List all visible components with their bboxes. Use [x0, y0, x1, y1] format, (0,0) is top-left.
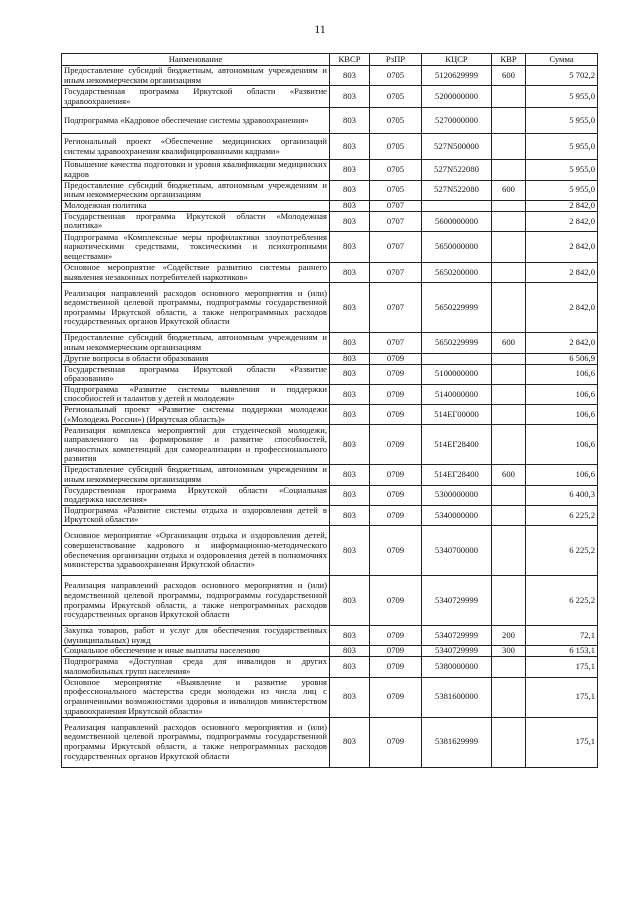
row-kcsr: 5300000000: [422, 485, 492, 505]
row-kvr: [492, 677, 526, 717]
row-sum: 106,6: [526, 405, 598, 425]
row-kcsr: [422, 353, 492, 364]
row-rzpr: 0705: [370, 108, 422, 134]
row-kvr: [492, 364, 526, 384]
row-kvr: [492, 717, 526, 767]
row-name: Государственная программа Иркутской области «Молодежная политика»: [62, 211, 330, 231]
row-kvr: [492, 211, 526, 231]
row-rzpr: 0709: [370, 425, 422, 465]
row-kvr: [492, 353, 526, 364]
row-rzpr: 0709: [370, 353, 422, 364]
row-kvsr: 803: [330, 626, 370, 646]
header-rzpr: РзПР: [370, 54, 422, 66]
row-name: Реализация направлений расходов основного мероприятия и (или) ведомственной целевой программы, подпрограммы государственной программы Иркутской области, а также непрограммных расходов государственных органов Иркутской области: [62, 717, 330, 767]
row-name: Реализация направлений расходов основного мероприятия и (или) ведомственной целевой программы, подпрограммы государственной программы Иркутской области, а также непрограммных расходов государственных органов Иркутской области: [62, 283, 330, 333]
row-sum: 2 842,0: [526, 263, 598, 283]
row-rzpr: 0709: [370, 646, 422, 657]
row-kcsr: 5650000000: [422, 232, 492, 263]
table-row: [62, 263, 598, 283]
row-kcsr: 5140000000: [422, 384, 492, 404]
row-kvr: [492, 425, 526, 465]
row-rzpr: 0707: [370, 263, 422, 283]
row-kvr: [492, 200, 526, 211]
row-rzpr: 0709: [370, 576, 422, 626]
row-sum: 5 955,0: [526, 160, 598, 180]
row-kcsr: 5270000000: [422, 108, 492, 134]
row-rzpr: 0705: [370, 160, 422, 180]
row-kvsr: 803: [330, 425, 370, 465]
row-name: Подпрограмма «Кадровое обеспечение системы здравоохранения»: [62, 108, 330, 134]
row-kvr: [492, 505, 526, 525]
row-kvr: 600: [492, 66, 526, 86]
row-kvsr: 803: [330, 576, 370, 626]
row-kcsr: 5100000000: [422, 364, 492, 384]
row-name: Подпрограмма «Комплексные меры профилактики злоупотребления наркотическими средствами, токсическими и психотропными веществами»: [62, 232, 330, 263]
table-row: [62, 232, 598, 263]
row-kcsr: 5381600000: [422, 677, 492, 717]
table-row: [62, 86, 598, 108]
row-kvr: 200: [492, 626, 526, 646]
row-rzpr: 0709: [370, 384, 422, 404]
row-sum: 2 842,0: [526, 333, 598, 353]
row-sum: 175,1: [526, 717, 598, 767]
row-name: Региональный проект «Обеспечение медицинских организаций системы здравоохранения квалифицированными кадрами»: [62, 134, 330, 160]
row-rzpr: 0709: [370, 364, 422, 384]
table-row: [62, 180, 598, 200]
row-kvsr: 803: [330, 200, 370, 211]
row-kvr: 600: [492, 180, 526, 200]
row-kvr: [492, 657, 526, 677]
row-name: Предоставление субсидий бюджетным, автономным учреждениям и иным некоммерческим организациям: [62, 180, 330, 200]
row-rzpr: 0707: [370, 283, 422, 333]
row-rzpr: 0705: [370, 134, 422, 160]
row-sum: 2 842,0: [526, 232, 598, 263]
row-kvr: [492, 232, 526, 263]
row-kvr: 600: [492, 333, 526, 353]
row-sum: 72,1: [526, 626, 598, 646]
row-kvr: [492, 405, 526, 425]
row-sum: 106,6: [526, 384, 598, 404]
table-row: [62, 353, 598, 364]
table-row: [62, 283, 598, 333]
row-kvsr: 803: [330, 465, 370, 485]
row-name: Закупка товаров, работ и услуг для обеспечения государственных (муниципальных) нужд: [62, 626, 330, 646]
row-rzpr: 0705: [370, 86, 422, 108]
row-name: Предоставление субсидий бюджетным, автономным учреждениям и иным некоммерческим организациям: [62, 66, 330, 86]
row-sum: 2 842,0: [526, 283, 598, 333]
row-kvsr: 803: [330, 86, 370, 108]
row-rzpr: 0707: [370, 333, 422, 353]
row-kcsr: 527N522080: [422, 160, 492, 180]
row-rzpr: 0705: [370, 180, 422, 200]
table-row: [62, 384, 598, 404]
table-row: [62, 626, 598, 646]
row-kvsr: 803: [330, 134, 370, 160]
row-kvr: [492, 108, 526, 134]
row-sum: 2 842,0: [526, 211, 598, 231]
row-kvsr: 803: [330, 526, 370, 576]
row-kcsr: 5340700000: [422, 526, 492, 576]
row-sum: 6 225,2: [526, 505, 598, 525]
table-row: [62, 160, 598, 180]
table-row: [62, 717, 598, 767]
row-kcsr: 5340729999: [422, 646, 492, 657]
row-kvsr: 803: [330, 108, 370, 134]
row-sum: 106,6: [526, 465, 598, 485]
table-row: [62, 405, 598, 425]
row-kcsr: 527N500000: [422, 134, 492, 160]
row-kcsr: 5381629999: [422, 717, 492, 767]
row-sum: 175,1: [526, 657, 598, 677]
row-kvr: [492, 283, 526, 333]
table-row: [62, 108, 598, 134]
table-row: [62, 364, 598, 384]
row-kvr: [492, 576, 526, 626]
row-name: Повышение качества подготовки и уровня квалификации медицинских кадров: [62, 160, 330, 180]
table-row: [62, 200, 598, 211]
row-name: Основное мероприятие «Содействие развитию системы раннего выявления незаконных потребителей наркотиков»: [62, 263, 330, 283]
table-row: [62, 576, 598, 626]
row-sum: 6 506,9: [526, 353, 598, 364]
row-kvr: [492, 263, 526, 283]
table-row: [62, 66, 598, 86]
table-row: [62, 505, 598, 525]
row-kcsr: 5340729999: [422, 576, 492, 626]
row-kvsr: 803: [330, 717, 370, 767]
row-kvr: [492, 86, 526, 108]
row-kvsr: 803: [330, 211, 370, 231]
row-name: Государственная программа Иркутской области «Развитие образования»: [62, 364, 330, 384]
row-name: Другие вопросы в области образования: [62, 353, 330, 364]
budget-table: [61, 53, 598, 768]
table-row: [62, 657, 598, 677]
row-name: Реализация направлений расходов основного мероприятия и (или) ведомственной целевой программы, подпрограммы государственной программы Иркутской области, а также непрограммных расходов государственных органов Иркутской области: [62, 576, 330, 626]
row-kcsr: 527N522080: [422, 180, 492, 200]
row-kvsr: 803: [330, 657, 370, 677]
table-row: [62, 425, 598, 465]
page-number: 11: [314, 22, 326, 36]
row-sum: 5 955,0: [526, 86, 598, 108]
row-kvsr: 803: [330, 505, 370, 525]
row-kvsr: 803: [330, 66, 370, 86]
row-kvr: [492, 526, 526, 576]
row-sum: 6 400,3: [526, 485, 598, 505]
row-rzpr: 0709: [370, 505, 422, 525]
header-kvr: КВР: [492, 54, 526, 66]
row-kvsr: 803: [330, 180, 370, 200]
row-kcsr: 514ЕГ00000: [422, 405, 492, 425]
table-row: [62, 677, 598, 717]
row-kcsr: 5650229999: [422, 283, 492, 333]
row-sum: 5 702,2: [526, 66, 598, 86]
row-kvsr: 803: [330, 283, 370, 333]
row-name: Государственная программа Иркутской области «Развитие здравоохранения»: [62, 86, 330, 108]
row-rzpr: 0709: [370, 657, 422, 677]
row-sum: 5 955,0: [526, 108, 598, 134]
row-kcsr: [422, 200, 492, 211]
row-kvsr: 803: [330, 263, 370, 283]
table-row: [62, 134, 598, 160]
row-rzpr: 0709: [370, 485, 422, 505]
row-rzpr: 0709: [370, 465, 422, 485]
row-kcsr: 514ЕГ28400: [422, 465, 492, 485]
row-kcsr: 514ЕГ28400: [422, 425, 492, 465]
row-kvsr: 803: [330, 646, 370, 657]
row-kvr: 300: [492, 646, 526, 657]
row-sum: 5 955,0: [526, 180, 598, 200]
row-sum: 6 153,1: [526, 646, 598, 657]
row-kcsr: 5340000000: [422, 505, 492, 525]
row-kvsr: 803: [330, 485, 370, 505]
row-name: Молодежная политика: [62, 200, 330, 211]
row-kvr: [492, 485, 526, 505]
row-kvsr: 803: [330, 160, 370, 180]
row-rzpr: 0709: [370, 717, 422, 767]
row-kcsr: 5650200000: [422, 263, 492, 283]
row-sum: 106,6: [526, 364, 598, 384]
row-name: Подпрограмма «Доступная среда для инвалидов и других маломобильных групп населения»: [62, 657, 330, 677]
row-rzpr: 0709: [370, 526, 422, 576]
table-row: [62, 465, 598, 485]
row-name: Реализация комплекса мероприятий для студенческой молодежи, направленного на формирование и развитие способностей, личностных компетенций для самореализации и профессионального развития: [62, 425, 330, 465]
row-kcsr: 5200000000: [422, 86, 492, 108]
row-kvsr: 803: [330, 232, 370, 263]
row-name: Государственная программа Иркутской области «Социальная поддержка населения»: [62, 485, 330, 505]
row-rzpr: 0709: [370, 626, 422, 646]
row-name: Предоставление субсидий бюджетным, автономным учреждениям и иным некоммерческим организациям: [62, 465, 330, 485]
row-sum: 5 955,0: [526, 134, 598, 160]
row-kvr: [492, 160, 526, 180]
table-row: [62, 211, 598, 231]
row-name: Подпрограмма «Развитие системы отдыха и оздоровления детей в Иркутской области»: [62, 505, 330, 525]
row-kvsr: 803: [330, 384, 370, 404]
row-kvsr: 803: [330, 333, 370, 353]
row-kvsr: 803: [330, 353, 370, 364]
row-sum: 6 225,2: [526, 526, 598, 576]
row-sum: 106,6: [526, 425, 598, 465]
row-kvsr: 803: [330, 405, 370, 425]
row-kcsr: 5650229999: [422, 333, 492, 353]
row-rzpr: 0705: [370, 66, 422, 86]
row-rzpr: 0707: [370, 232, 422, 263]
row-kvr: [492, 134, 526, 160]
row-kvsr: 803: [330, 364, 370, 384]
header-kcsr: КЦСР: [422, 54, 492, 66]
header-sum: Сумма: [526, 54, 598, 66]
row-sum: 6 225,2: [526, 576, 598, 626]
row-kcsr: 5340729999: [422, 626, 492, 646]
table-row: [62, 485, 598, 505]
row-name: Основное мероприятие «Организация отдыха и оздоровления детей, совершенствование кадрового и информационно-методического обеспечения организации отдыха и оздоровления детей в полномочиях министерства здравоохранения Иркутской области»: [62, 526, 330, 576]
table-row: [62, 333, 598, 353]
table-row: [62, 646, 598, 657]
table-header-row: [62, 54, 598, 66]
row-sum: 2 842,0: [526, 200, 598, 211]
row-kvr: 600: [492, 465, 526, 485]
row-name: Региональный проект «Развитие системы поддержки молодежи («Молодежь России») (Иркутская область)»: [62, 405, 330, 425]
header-name: Наименование: [62, 54, 330, 66]
row-rzpr: 0707: [370, 211, 422, 231]
row-name: Подпрограмма «Развитие системы выявления и поддержки способностей и талантов у детей и молодежи»: [62, 384, 330, 404]
row-kvsr: 803: [330, 677, 370, 717]
row-kcsr: 5380000000: [422, 657, 492, 677]
row-name: Основное мероприятие «Выявление и развитие уровня профессионального мастерства среди молодежи из числа лиц с ограниченными возможностями здоровья и инвалидов министерством здравоохранения Иркутской области»: [62, 677, 330, 717]
row-rzpr: 0707: [370, 200, 422, 211]
row-kcsr: 5120629999: [422, 66, 492, 86]
row-kcsr: 5600000000: [422, 211, 492, 231]
row-rzpr: 0709: [370, 405, 422, 425]
table-row: [62, 526, 598, 576]
row-sum: 175,1: [526, 677, 598, 717]
row-rzpr: 0709: [370, 677, 422, 717]
row-kvr: [492, 384, 526, 404]
row-name: Предоставление субсидий бюджетным, автономным учреждениям и иным некоммерческим организациям: [62, 333, 330, 353]
header-kvsr: КВСР: [330, 54, 370, 66]
row-name: Социальное обеспечение и иные выплаты населению: [62, 646, 330, 657]
